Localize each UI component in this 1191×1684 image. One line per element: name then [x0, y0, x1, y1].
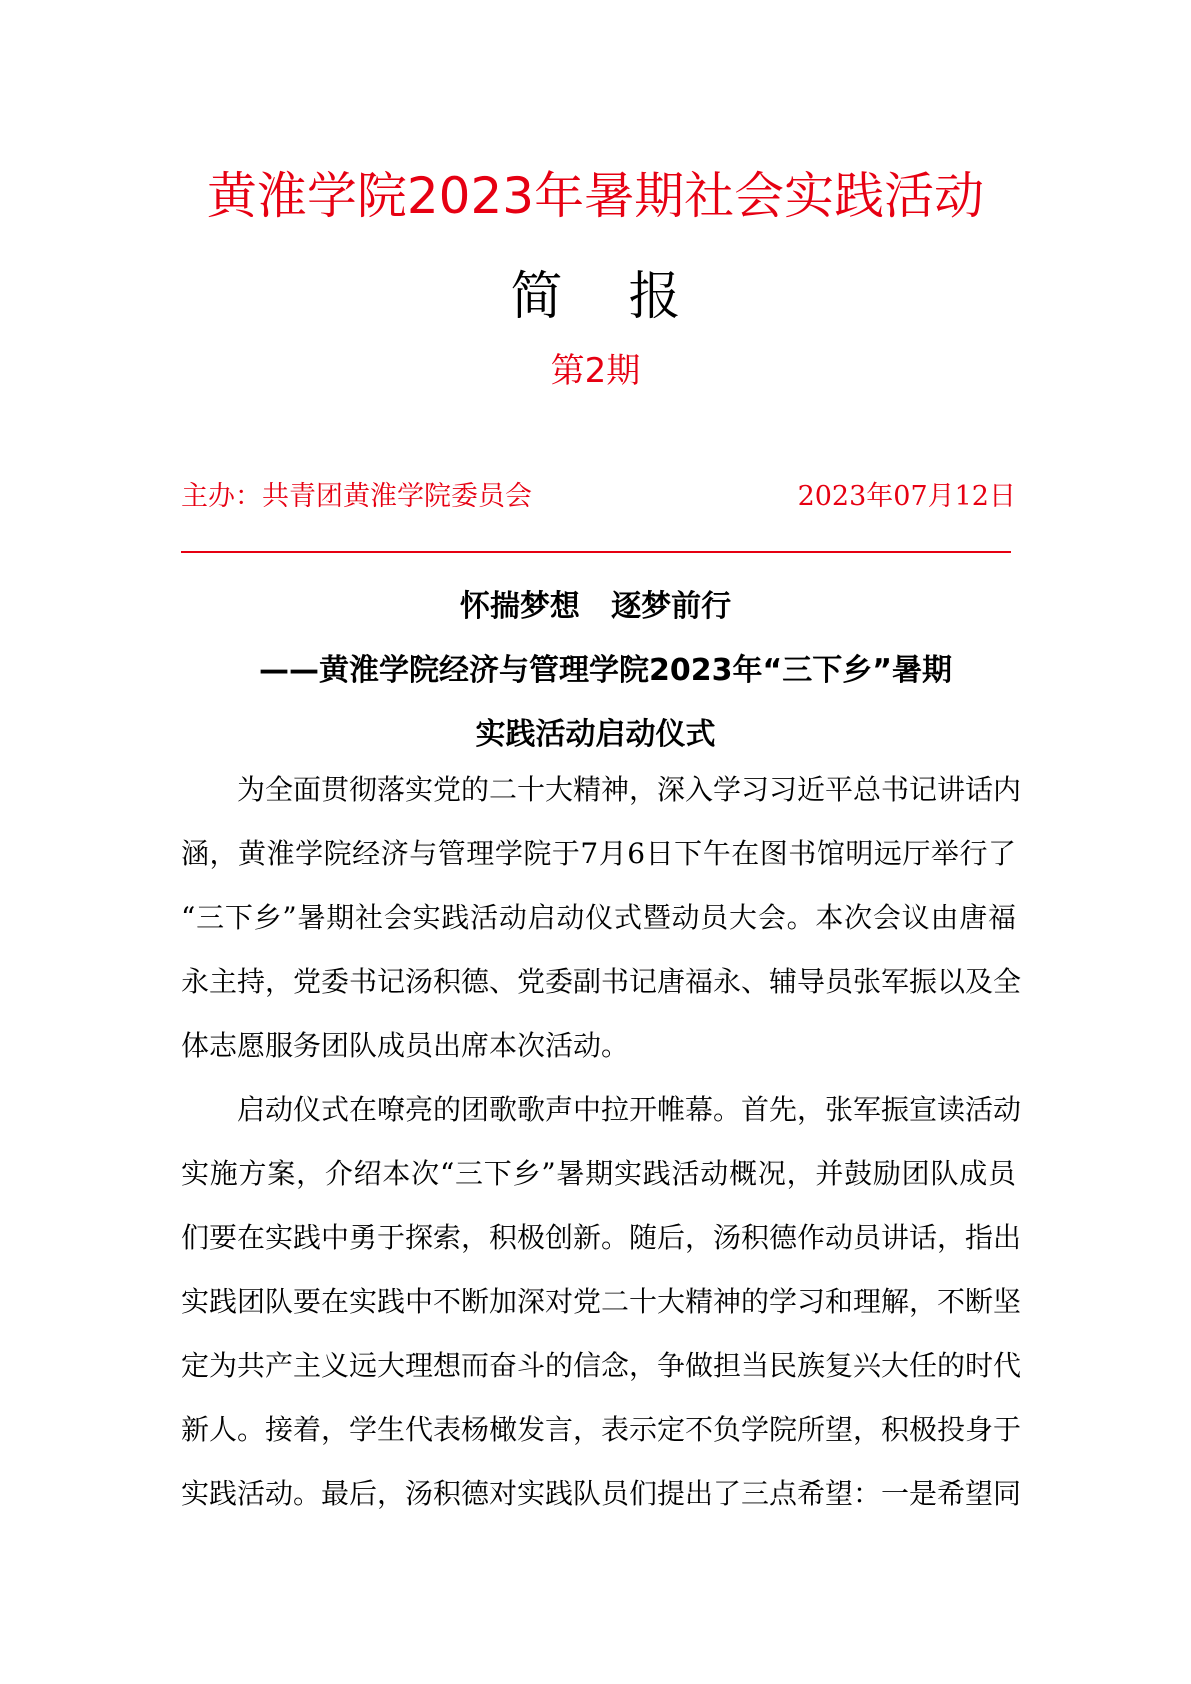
publish-date: 2023年07月12日 [797, 481, 1016, 512]
paragraph-2-line-3: 们要在实践中勇于探索，积极创新。随后，汤积德作动员讲话，指出 [181, 1221, 1022, 1254]
paragraph-2-line-1: 启动仪式在嘹亮的团歌歌声中拉开帷幕。首先，张军振宣读活动 [237, 1093, 1022, 1126]
paragraph-1-line-5: 体志愿服务团队成员出席本次活动。 [181, 1029, 630, 1062]
bulletin-subtitle: 简 报 [510, 267, 681, 327]
article-title: 怀揣梦想 逐梦前行 [459, 589, 732, 624]
header-divider [181, 551, 1011, 553]
paragraph-1-line-4: 永主持，党委书记汤积德、党委副书记唐福永、辅导员张军振以及全 [181, 965, 1022, 998]
header-meta [181, 474, 1016, 513]
paragraph-2-line-2: 实施方案，介绍本次“三下乡”暑期实践活动概况，并鼓励团队成员 [181, 1157, 1016, 1190]
paragraph-1-line-2: 涵，黄淮学院经济与管理学院于7月6日下午在图书馆明远厅举行了 [181, 837, 1016, 870]
paragraph-2-line-4: 实践团队要在实践中不断加深对党二十大精神的学习和理解，不断坚 [181, 1285, 1022, 1318]
organizer: 主办：共青团黄淮学院委员会 [181, 481, 532, 512]
paragraph-2-line-6: 新人。接着，学生代表杨橄发言，表示定不负学院所望，积极投身于 [181, 1413, 1022, 1446]
paragraph-1-line-1: 为全面贯彻落实党的二十大精神，深入学习习近平总书记讲话内 [237, 773, 1022, 806]
paragraph-1-line-3: “三下乡”暑期社会实践活动启动仪式暨动员大会。本次会议由唐福 [181, 901, 1016, 934]
article-subtitle-line-2: 实践活动启动仪式 [475, 717, 716, 752]
issue-number: 第2期 [550, 351, 641, 391]
article-subtitle-line-1: ——黄淮学院经济与管理学院2023年“三下乡”暑期 [259, 653, 952, 688]
bulletin-title: 黄淮学院2023年暑期社会实践活动 [206, 167, 985, 225]
paragraph-2-line-5: 定为共产主义远大理想而奋斗的信念，争做担当民族复兴大任的时代 [181, 1349, 1022, 1382]
paragraph-2-line-7: 实践活动。最后，汤积德对实践队员们提出了三点希望：一是希望同 [181, 1477, 1022, 1510]
